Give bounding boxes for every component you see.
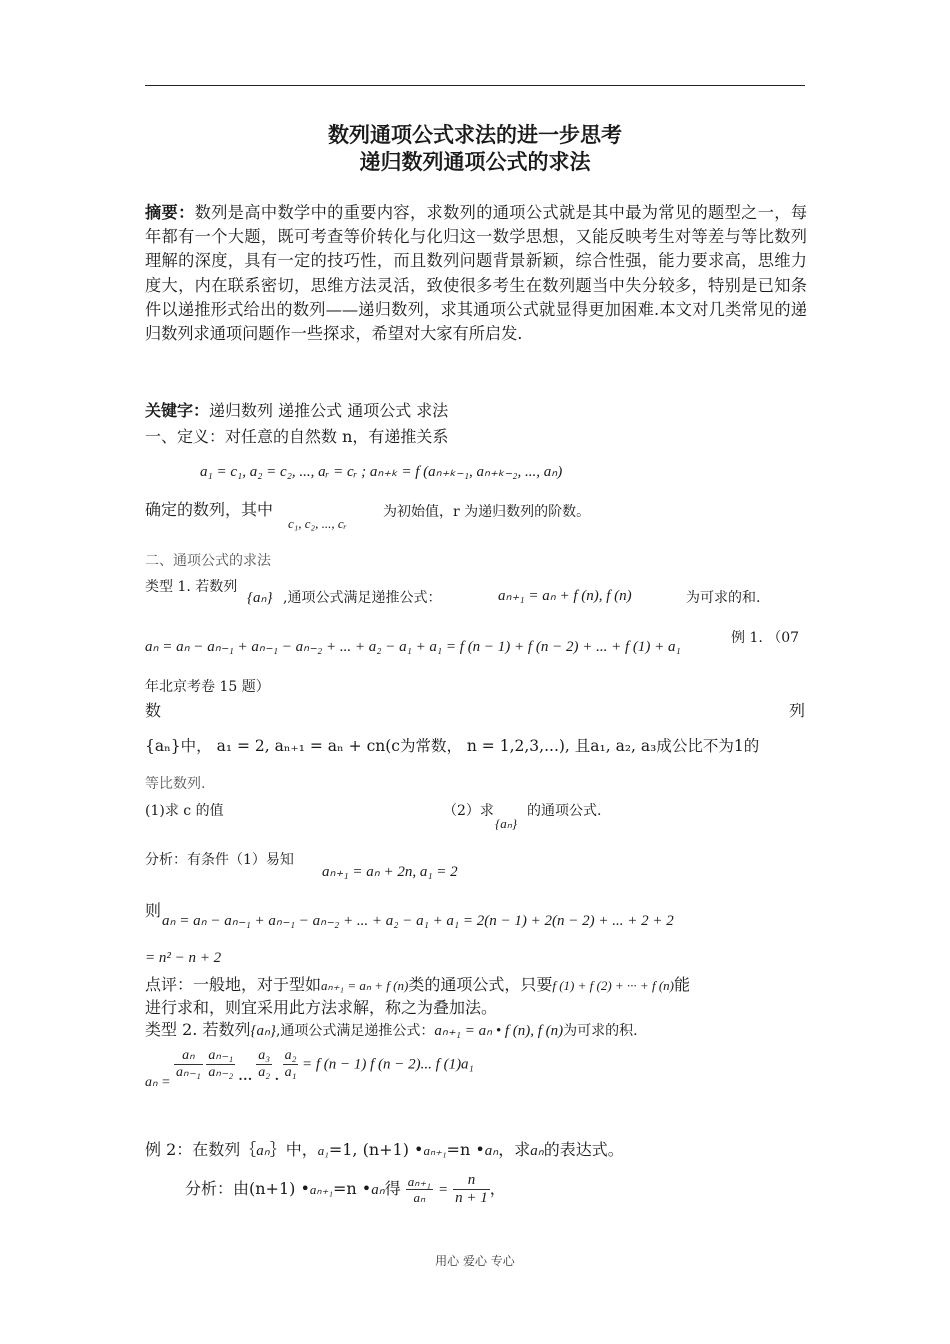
example1-question-2: （2）求 [443, 803, 494, 819]
type2-note: 为可求的积. [563, 1023, 638, 1039]
example2-mid: ｝中， [269, 1140, 318, 1159]
section-2-heading: 二、通项公式的求法 [145, 553, 271, 569]
product-dots: … [238, 1068, 253, 1084]
type1-note: 为可求的和. [686, 590, 761, 606]
comment-line-1 [145, 975, 690, 996]
fraction-3-den: a₂ [258, 1065, 271, 1080]
example1-word-shu: 数 [145, 701, 162, 720]
definition-line: 一、定义：对任意的自然数 n，有递推关系 [145, 427, 449, 446]
fraction-2-den: aₙ₋₂ [208, 1065, 234, 1080]
example1-word-lie: 列 [789, 701, 806, 720]
analysis2-fraction-2 [453, 1172, 490, 1207]
type2-formula: aₙ₊₁ = aₙ • f (n), f (n) [434, 1023, 564, 1039]
keywords [145, 401, 448, 421]
definition-formula: a₁ = c₁, a₂ = c₂, ..., aᵣ = cᵣ ; aₙ₊ₖ = f (aₙ₊ₖ₋₁, aₙ₊ₖ₋₂, ..., aₙ) [200, 464, 563, 480]
fraction-1 [174, 1048, 203, 1081]
example2-intro: 例 2：在数列｛ [145, 1140, 257, 1159]
type2-intro: 类型 2. 若数列 [145, 1020, 251, 1039]
type1-intro: 类型 1. 若数列 [145, 579, 238, 595]
example2-ask: ，求 [498, 1140, 531, 1159]
fraction-1-num: aₙ [174, 1048, 203, 1065]
example1-question-2-tail: 的通项公式. [527, 803, 602, 819]
title-sub: 递归数列通项公式的求法 [359, 150, 591, 174]
example1-question-1: (1)求 c 的值 [145, 803, 224, 819]
header-rule [145, 85, 805, 86]
analysis2-an: aₙ [371, 1182, 385, 1198]
analysis1-intro: 分析：有条件（1）易知 [145, 852, 294, 868]
comment-end: 能 [673, 975, 690, 994]
analysis2-fraction-1 [406, 1174, 433, 1205]
type2-desc: ,通项公式满足递推公式： [275, 1023, 435, 1039]
then-formula: aₙ = aₙ − aₙ₋₁ + aₙ₋₁ − aₙ₋₂ + ... + a₂ − a₁ + a₁ = 2(n − 1) + 2(n − 2) + ... + 2 + 2 [162, 913, 674, 929]
definition-desc-b: 为初始值，r 为递归数列的阶数。 [383, 504, 591, 520]
abstract-label: 摘要： [145, 203, 195, 222]
abstract [145, 201, 807, 346]
analysis2-de: 得 [384, 1179, 401, 1198]
analysis2-intro: 分析：由(n+1) • [185, 1179, 310, 1198]
type1-expansion: aₙ = aₙ − aₙ₋₁ + aₙ₋₁ − aₙ₋₂ + ... + a₂ − a₁ + a₁ = f (n − 1) + f (n − 2) + ... + f (1) + a₁ [145, 639, 681, 655]
fraction-1-den: aₙ₋₁ [176, 1065, 201, 1080]
type2-line [145, 1020, 638, 1041]
fraction-2 [206, 1048, 235, 1081]
type1-formula: aₙ₊₁ = aₙ + f (n), f (n) [498, 588, 632, 604]
example2-an2: aₙ [484, 1143, 499, 1159]
example2-an1: aₙ₊₁ [423, 1143, 447, 1158]
type1-sequence: {aₙ} [247, 590, 273, 606]
product-lhs: aₙ = [145, 1075, 171, 1090]
example1-geometric: 等比数列. [145, 776, 206, 792]
page-footer: 用心 爱心 专心 [435, 1254, 515, 1268]
example1-question-2-sequence: {aₙ} [495, 816, 518, 831]
comment-line-2: 进行求和，则宜采用此方法求解，称之为叠加法。 [145, 998, 498, 1017]
definition-initial-values: c₁, c₂, ..., cᵣ [288, 516, 347, 531]
fraction-4-den: a₁ [284, 1065, 297, 1080]
analysis2-equals: = [437, 1182, 449, 1198]
product-dot: . [275, 1068, 280, 1084]
analysis2-an1: aₙ₊₁ [309, 1182, 333, 1197]
analysis2-line [185, 1172, 506, 1207]
keywords-label: 关键字： [145, 401, 210, 420]
example2-a1: a₁ [317, 1143, 329, 1158]
analysis2-fraction-2-num: n [453, 1172, 490, 1190]
example1-heading: 例 1. （07 [731, 630, 800, 646]
example2-end: 的表达式。 [543, 1140, 624, 1159]
example1-source: 年北京考卷 15 题） [145, 679, 270, 695]
fraction-4 [283, 1048, 299, 1081]
then-label: 则 [145, 901, 162, 920]
type1-desc: ,通项公式满足递推公式： [283, 590, 442, 606]
abstract-text: 数列是高中数学中的重要内容，求数列的通项公式就是其中最为常见的题型之一，每年都有一个大题，既可考查等价转化与化归这一数学思想，又能反映考生对等差与等比数列理解的深度，具有一定的技巧性，而且数列问题背景新颖，综合性强，能力要求高，思维力度大，内在联系密切，思维方法灵活，致使很多考生在数列题当中失分较多，特别是已知条件以递推形式给出的数列——递归数列，求其通项公式就显得更加困难.本文对几类常见的递归数列求通项问题作一些探求，希望对大家有所启发. [145, 203, 808, 344]
example2-an3: aₙ [530, 1143, 544, 1159]
comment-intro: 点评：一般地，对于型如 [145, 975, 322, 994]
analysis2-fraction-1-num: aₙ₊₁ [407, 1174, 431, 1189]
analysis1-formula: aₙ₊₁ = aₙ + 2n, a₁ = 2 [322, 864, 458, 880]
example2-an: aₙ [256, 1143, 270, 1159]
product-rhs: = f (n − 1) f (n − 2)... f (1)a₁ [301, 1056, 474, 1073]
comment-formula-1: aₙ₊₁ = aₙ + f (n) [321, 978, 409, 993]
title-main: 数列通项公式求法的进一步思考 [328, 123, 622, 147]
example2-eq: =n • [446, 1140, 485, 1159]
fraction-4-num: a₂ [284, 1048, 297, 1063]
fraction-3-num: a₃ [258, 1048, 271, 1063]
then-result: = n² − n + 2 [145, 950, 222, 966]
analysis2-eq: =n • [332, 1179, 372, 1198]
analysis2-fraction-2-den: n + 1 [455, 1190, 488, 1206]
analysis2-end: ， [489, 1179, 506, 1198]
example1-condition: {aₙ}中， a₁ = 2, aₙ₊₁ = aₙ + cn(c为常数， n = 1,2,3,...), 且a₁, a₂, a₃成公比不为1的 [145, 737, 760, 755]
type2-sequence: {aₙ} [250, 1023, 276, 1039]
definition-desc-a: 确定的数列，其中 [145, 500, 274, 519]
fraction-2-num: aₙ₋₁ [208, 1048, 234, 1063]
fraction-3 [256, 1048, 272, 1081]
example2-cond: =1, (n+1) • [328, 1140, 424, 1159]
keywords-text: 递归数列 递推公式 通项公式 求法 [209, 401, 449, 420]
type2-product-formula [145, 1048, 474, 1090]
analysis2-fraction-1-den: aₙ [413, 1190, 426, 1205]
comment-middle: 类的通项公式，只要 [408, 975, 553, 994]
example2-line [145, 1140, 624, 1161]
comment-formula-2: f (1) + f (2) + ··· + f (n) [552, 978, 674, 993]
